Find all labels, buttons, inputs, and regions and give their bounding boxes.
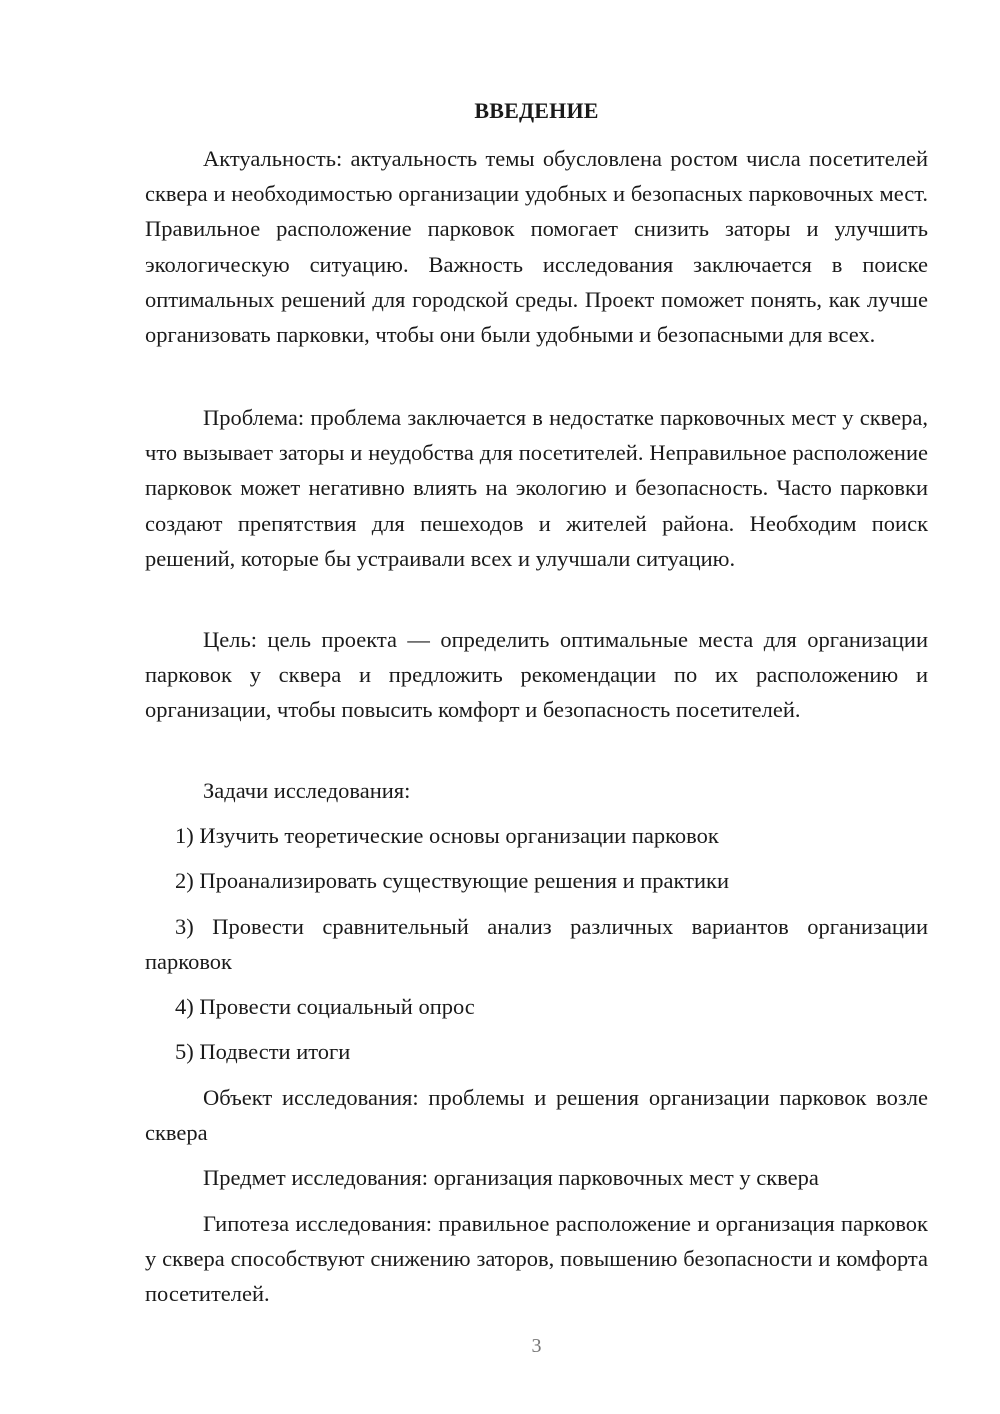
page-title: ВВЕДЕНИЕ — [474, 98, 599, 123]
paragraph-relevance: Актуальность: актуальность темы обусловлена ростом числа посетителей сквера и необходимостью организации удобных и безопасных парковочных мест. Правильное расположение парковок помогает снизить заторы и улучшить экологическую ситуацию. Важность исследования заключается в поиске оптимальных решений для городской среды. Проект поможет понять, как лучше организовать парковки, чтобы они были удобными и безопасными для всех. — [145, 146, 928, 348]
task-item-3: 3) Провести сравнительный анализ различных вариантов организации парковок — [145, 914, 928, 975]
paragraph-subject: Предмет исследования: организация парковочных мест у сквера — [203, 1165, 819, 1190]
task-item-4: 4) Провести социальный опрос — [175, 994, 475, 1019]
paragraph-hypothesis: Гипотеза исследования: правильное расположение и организация парковок у сквера способствуют снижению заторов, повышению безопасности и комфорта посетителей. — [145, 1211, 928, 1307]
paragraph-object: Объект исследования: проблемы и решения организации парковок возле сквера — [145, 1085, 928, 1146]
paragraph-problem: Проблема: проблема заключается в недостатке парковочных мест у сквера, что вызывает заторы и неудобства для посетителей. Неправильное расположение парковок может негативно влиять на экологию и безопасность. Часто парковки создают препятствия для пешеходов и жителей района. Необходим поиск решений, которые бы устраивали всех и улучшали ситуацию. — [145, 405, 928, 571]
paragraph-goal: Цель: цель проекта — определить оптимальные места для организации парковок у сквера и предложить рекомендации по их расположению и организации, чтобы повысить комфорт и безопасность посетителей. — [145, 627, 928, 723]
task-item-2: 2) Проанализировать существующие решения и практики — [175, 868, 730, 893]
task-item-1: 1) Изучить теоретические основы организации парковок — [175, 823, 719, 848]
page-number: 3 — [531, 1335, 542, 1357]
tasks-heading: Задачи исследования: — [203, 778, 411, 803]
task-item-5: 5) Подвести итоги — [175, 1039, 351, 1064]
